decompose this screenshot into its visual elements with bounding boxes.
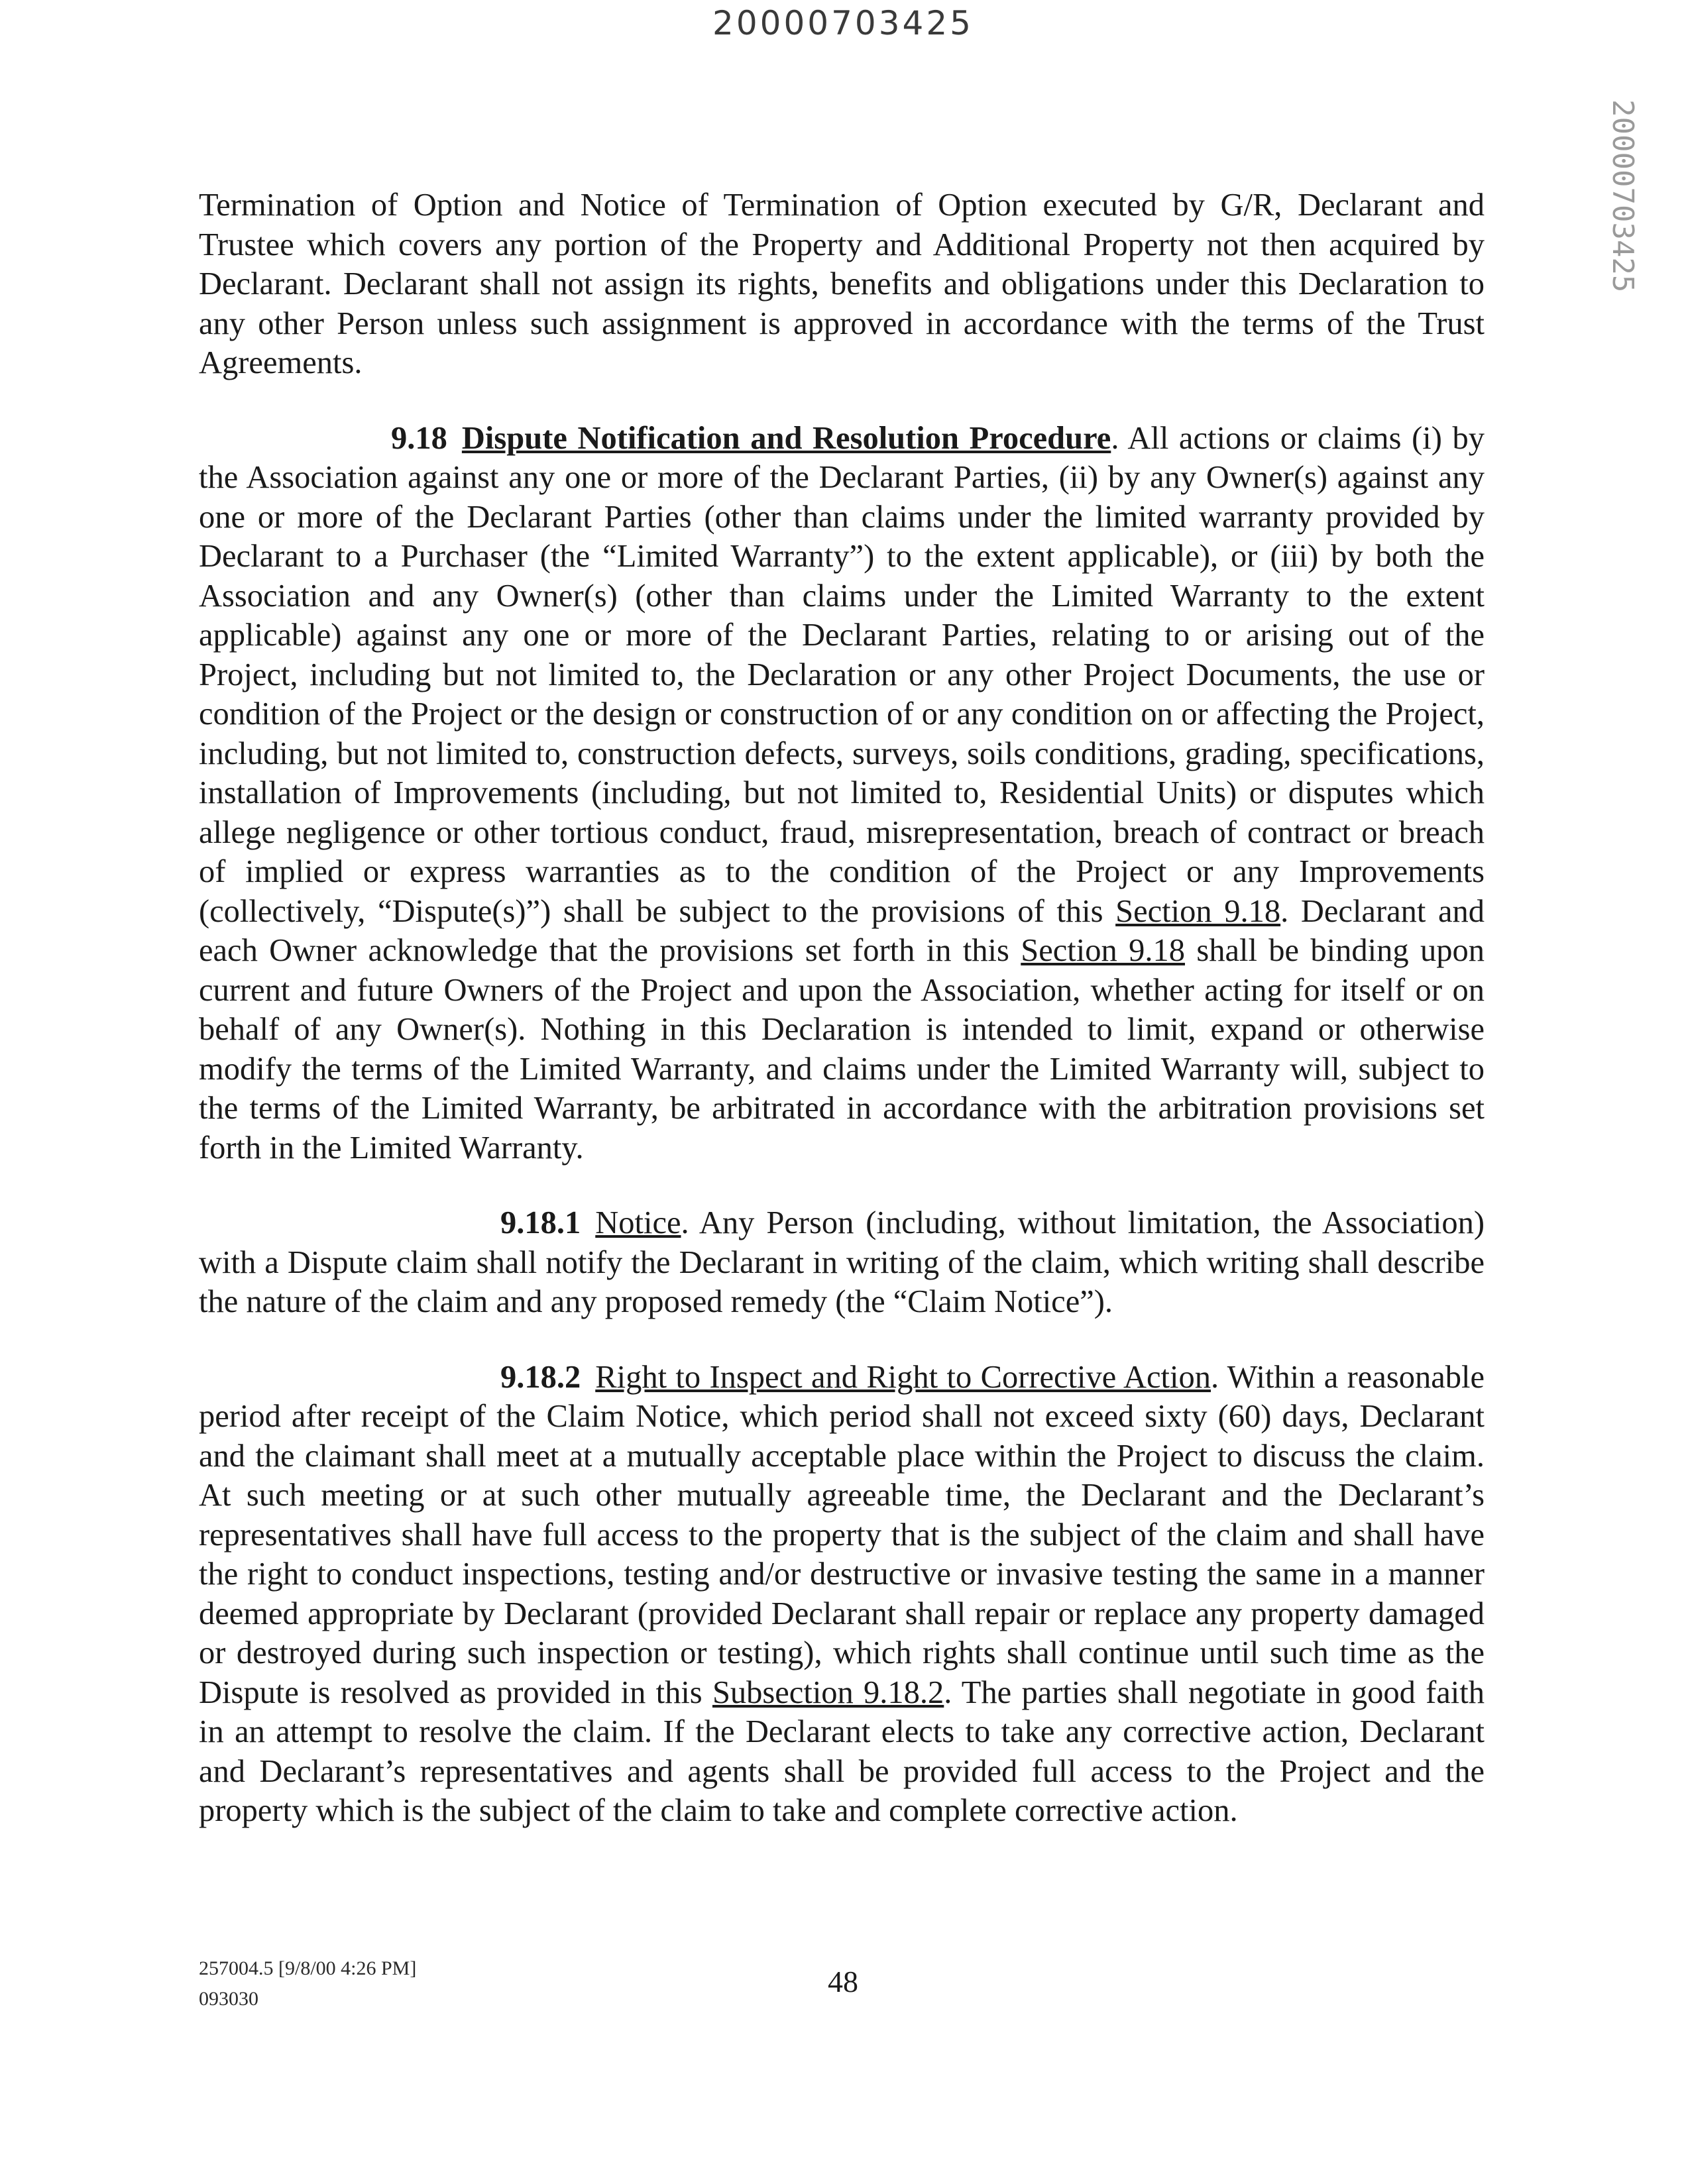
section-text: . All actions or claims (i) by the Association against any one or more of the Declarant Parties, (ii) by any Owner(s) against any one or more of the Declarant Parties (other than claims under the limited warranty provided by Declarant to a Purchaser (the “Limited Warranty”) to the extent applicable), or (iii) by both the Association and any Owner(s) (other than claims under the Limited Warranty to the extent applicable) against any one or more of the Declarant Parties, relating to or arising out of the Project, including but not limited to, the Declaration or any other Project Documents, the use or condition of the Project or the design or construction of or any condition on or affecting the Project, including, but not limited to, construction defects, surveys, soils conditions, grading, specifications, installation of Improvements (including, but not limited to, Residential Units) or disputes which allege negligence or other tortious conduct, fraud, misrepresentation, breach of contract or breach of implied or express warranties as to the condition of the Project or any Improvements (collectively, “Dispute(s)”) shall be subject to the provisions of this bbox=[199, 420, 1485, 929]
subsection-reference: Subsection 9.18.2 bbox=[712, 1674, 944, 1710]
subsection-text: . The parties shall negotiate in good faith in an attempt to resolve the claim. If the Declarant elects to take any corrective action, Declarant and Declarant’s representatives and agents shall be provided full access to the Project and the property which is the subject of the claim to take and complete corrective action. bbox=[199, 1674, 1485, 1828]
subsection-title: Notice bbox=[595, 1205, 681, 1240]
section-title: Dispute Notification and Resolution Procedure bbox=[461, 420, 1111, 456]
subsection-text: . Within a reasonable period after receipt of the Claim Notice, which period shall not exceed sixty (60) days, Declarant and the claimant shall meet at a mutually acceptable place within the Project to discuss the claim. At such meeting or at such other mutually agreeable time, the Declarant and the Declarant’s representatives shall have full access to the property that is the subject of the claim and shall have the right to conduct inspections, testing and/or destructive or invasive testing the same in a manner deemed appropriate by Declarant (provided Declarant shall repair or replace any property damaged or destroyed during such inspection or testing), which rights shall continue until such time as the Dispute is resolved as provided in this bbox=[199, 1359, 1485, 1710]
section-reference: Section 9.18 bbox=[1021, 933, 1185, 968]
subsection-number: 9.18.2 bbox=[500, 1359, 581, 1395]
subsection-9-18-1 bbox=[199, 1203, 1485, 1322]
section-reference: Section 9.18 bbox=[1115, 893, 1281, 929]
section-9-18 bbox=[199, 419, 1485, 1168]
paragraph-continuation: Termination of Option and Notice of Termination of Option executed by G/R, Declarant and Trustee which covers any portion of the Property and Additional Property not then acquired by Declarant. Declarant shall not assign its rights, benefits and obligations under this Declaration to any other Person unless such assignment is approved in accordance with the terms of the Trust Agreements. bbox=[199, 188, 1485, 380]
page-body bbox=[199, 186, 1485, 1867]
subsection-number: 9.18.1 bbox=[500, 1205, 581, 1240]
subsection-text: . Any Person (including, without limitation, the Association) with a Dispute claim shall notify the Declarant in writing of the claim, which writing shall describe the nature of the claim and any proposed remedy (the “Claim Notice”). bbox=[199, 1205, 1485, 1319]
subsection-title: Right to Inspect and Right to Corrective Action bbox=[595, 1359, 1211, 1395]
section-text: shall be binding upon current and future Owners of the Project and upon the Association, whether acting for itself or on behalf of any Owner(s). Nothing in this Declaration is intended to limit, expand or otherwise modify the terms of the Limited Warranty, and claims under the Limited Warranty will, subject to the terms of the Limited Warranty, be arbitrated in accordance with the arbitration provisions set forth in the Limited Warranty. bbox=[199, 933, 1485, 1166]
side-recording-stamp: 20000703425 bbox=[1606, 99, 1640, 293]
footer-id-line-1: 257004.5 [9/8/00 4:26 PM] bbox=[199, 1957, 417, 1979]
document-number: 20000703425 bbox=[712, 4, 974, 42]
page-number: 48 bbox=[828, 1965, 858, 1998]
footer-id-line-2: 093030 bbox=[199, 1988, 258, 2010]
section-number: 9.18 bbox=[391, 420, 447, 456]
section-text: . Declarant and each Owner acknowledge that the provisions set forth in this bbox=[199, 893, 1485, 968]
subsection-9-18-2 bbox=[199, 1358, 1485, 1831]
